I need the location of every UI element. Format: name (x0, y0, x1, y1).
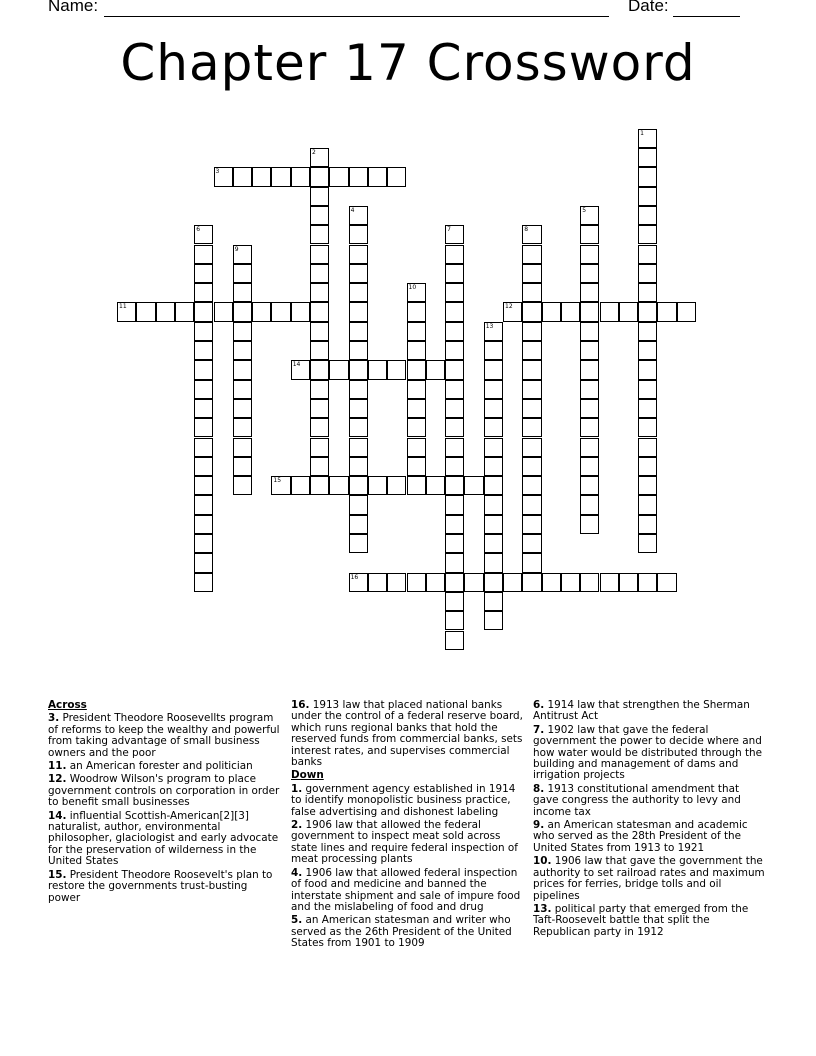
grid-cell[interactable] (580, 283, 599, 302)
grid-cell[interactable] (233, 457, 252, 476)
grid-cell[interactable] (407, 457, 426, 476)
grid-cell[interactable] (484, 553, 503, 572)
grid-cell[interactable] (117, 302, 136, 321)
grid-cell[interactable] (349, 476, 368, 495)
grid-cell[interactable] (233, 283, 252, 302)
grid-cell[interactable] (368, 476, 387, 495)
grid-cell[interactable] (657, 302, 676, 321)
grid-cell[interactable] (638, 302, 657, 321)
grid-cell[interactable] (310, 264, 329, 283)
grid-cell[interactable] (580, 380, 599, 399)
down-heading: Down (291, 769, 324, 782)
clue-item-number: 1. (291, 782, 303, 795)
grid-cell[interactable] (638, 534, 657, 553)
grid-cell[interactable] (407, 341, 426, 360)
grid-cell[interactable] (638, 438, 657, 457)
grid-cell[interactable] (561, 573, 580, 592)
grid-cell[interactable] (522, 534, 541, 553)
clue-item-number: 2. (291, 819, 303, 832)
clues-column-3 (533, 700, 765, 940)
grid-cell[interactable] (619, 573, 638, 592)
grid-cell[interactable] (310, 457, 329, 476)
grid-cell[interactable] (310, 206, 329, 225)
grid-cell[interactable] (638, 418, 657, 437)
grid-cell[interactable] (522, 399, 541, 418)
grid-cell[interactable] (349, 341, 368, 360)
grid-cell[interactable] (194, 341, 213, 360)
grid-cell[interactable] (580, 573, 599, 592)
grid-cell[interactable] (233, 322, 252, 341)
clue-item-number: 6. (533, 699, 545, 711)
grid-cell[interactable] (194, 534, 213, 553)
grid-cell[interactable] (484, 380, 503, 399)
clue-item-number: 14. (48, 809, 67, 822)
grid-cell[interactable] (349, 167, 368, 186)
grid-cell[interactable] (484, 399, 503, 418)
clue-item (533, 820, 765, 854)
clue-item-text: influential Scottish-American[2][3] naturalist, author, environmental philosopher, glaciologist and early advocate for the preservation of wilderness in the United States (48, 809, 279, 868)
clue-item-number: 7. (533, 723, 545, 736)
grid-cell[interactable] (310, 399, 329, 418)
clue-item-number: 10. (533, 855, 552, 868)
grid-cell[interactable] (407, 399, 426, 418)
grid-cell[interactable] (445, 534, 464, 553)
grid-cell[interactable] (387, 573, 406, 592)
grid-cell[interactable] (503, 302, 522, 321)
grid-cell[interactable] (194, 476, 213, 495)
grid-cell[interactable] (310, 283, 329, 302)
clue-item-text: an American statesman and academic who served as the 28th President of the United States from 1913 to 1921 (533, 819, 748, 854)
clue-item-text: President Theodore Roosevelt's plan to restore the governments trust-busting power (48, 868, 273, 904)
grid-cell[interactable] (522, 515, 541, 534)
grid-cell[interactable] (233, 360, 252, 379)
grid-cell[interactable] (638, 399, 657, 418)
grid-cell[interactable] (638, 167, 657, 186)
grid-cell[interactable] (445, 380, 464, 399)
clues-column-1 (48, 700, 280, 906)
grid-cell[interactable] (194, 418, 213, 437)
clue-item (48, 774, 280, 808)
grid-cell[interactable] (484, 438, 503, 457)
grid-cell[interactable] (445, 302, 464, 321)
grid-cell[interactable] (445, 476, 464, 495)
grid-cell[interactable] (349, 322, 368, 341)
clue-number: 10 (408, 284, 417, 292)
clue-number: 8 (524, 226, 529, 234)
grid-cell[interactable] (638, 148, 657, 167)
grid-cell[interactable] (445, 283, 464, 302)
grid-cell[interactable] (426, 360, 445, 379)
clue-item (291, 784, 525, 818)
grid-cell[interactable] (214, 302, 233, 321)
clue-item (291, 868, 525, 914)
clue-item-text: 1906 law that allowed the federal government to inspect meat sold across state lines and require federal inspection of meat processing plants (291, 819, 518, 866)
clue-item-text: 1913 law that placed national banks under the control of a federal reserve board, which runs regional banks that hold the reserved funds from commercial banks, sets interest rates, and supervises commercial banks (291, 699, 523, 769)
grid-cell[interactable] (638, 225, 657, 244)
grid-cell[interactable] (522, 418, 541, 437)
page-title: Chapter 17 Crossword (120, 34, 696, 92)
grid-cell[interactable] (638, 206, 657, 225)
grid-cell[interactable] (445, 245, 464, 264)
grid-cell[interactable] (638, 341, 657, 360)
clue-item (48, 811, 280, 868)
grid-cell[interactable] (580, 399, 599, 418)
clue-item-text: political party that emerged from the Taft-Roosevelt battle that split the Republican party in 1912 (533, 902, 749, 938)
grid-cell[interactable] (619, 302, 638, 321)
grid-cell[interactable] (310, 148, 329, 167)
grid-cell[interactable] (194, 495, 213, 514)
grid-cell[interactable] (407, 573, 426, 592)
grid-cell[interactable] (580, 341, 599, 360)
grid-cell[interactable] (349, 245, 368, 264)
clue-number: 16 (350, 573, 359, 581)
grid-cell[interactable] (484, 418, 503, 437)
grid-cell[interactable] (638, 457, 657, 476)
grid-cell[interactable] (522, 553, 541, 572)
grid-cell[interactable] (349, 534, 368, 553)
grid-cell[interactable] (194, 302, 213, 321)
grid-cell[interactable] (445, 592, 464, 611)
grid-cell[interactable] (349, 225, 368, 244)
grid-cell[interactable] (310, 438, 329, 457)
grid-cell[interactable] (484, 457, 503, 476)
grid-cell[interactable] (310, 341, 329, 360)
clue-item (533, 725, 765, 782)
grid-cell[interactable] (522, 341, 541, 360)
grid-cell[interactable] (310, 418, 329, 437)
grid-cell[interactable] (252, 167, 271, 186)
grid-cell[interactable] (291, 476, 310, 495)
clue-item-text: an American forester and politician (66, 760, 253, 773)
clue-item-number: 4. (291, 866, 303, 879)
grid-cell[interactable] (349, 360, 368, 379)
grid-cell[interactable] (484, 360, 503, 379)
grid-cell[interactable] (484, 495, 503, 514)
clues-column-2 (291, 700, 525, 952)
clue-item-number: 5. (291, 914, 303, 927)
grid-cell[interactable] (349, 515, 368, 534)
grid-cell[interactable] (522, 283, 541, 302)
grid-cell[interactable] (291, 360, 310, 379)
grid-cell[interactable] (638, 245, 657, 264)
grid-cell[interactable] (600, 302, 619, 321)
grid-cell[interactable] (445, 457, 464, 476)
grid-cell[interactable] (310, 245, 329, 264)
grid-cell[interactable] (426, 573, 445, 592)
clue-item (291, 700, 525, 768)
grid-cell[interactable] (349, 283, 368, 302)
grid-cell[interactable] (233, 476, 252, 495)
grid-cell[interactable] (580, 302, 599, 321)
grid-cell[interactable] (136, 302, 155, 321)
grid-cell[interactable] (233, 264, 252, 283)
grid-cell[interactable] (445, 225, 464, 244)
grid-cell[interactable] (368, 573, 387, 592)
clue-item-number: 13. (533, 902, 552, 915)
clue-number: 3 (215, 168, 220, 176)
grid-cell[interactable] (194, 457, 213, 476)
grid-cell[interactable] (580, 264, 599, 283)
grid-cell[interactable] (522, 225, 541, 244)
clue-item-number: 3. (48, 712, 60, 725)
clue-number: 12 (505, 303, 513, 311)
grid-cell[interactable] (445, 515, 464, 534)
grid-cell[interactable] (580, 225, 599, 244)
clue-item-number: 12. (48, 773, 67, 786)
grid-cell[interactable] (194, 283, 213, 302)
clue-item (533, 700, 765, 723)
grid-cell[interactable] (464, 476, 483, 495)
grid-cell[interactable] (194, 399, 213, 418)
grid-cell[interactable] (387, 476, 406, 495)
clue-item-text: 1914 law that strengthen the Sherman Antitrust Act (533, 699, 750, 723)
grid-cell[interactable] (484, 573, 503, 592)
grid-cell[interactable] (445, 573, 464, 592)
grid-cell[interactable] (194, 438, 213, 457)
grid-cell[interactable] (194, 380, 213, 399)
grid-cell[interactable] (484, 611, 503, 630)
grid-cell[interactable] (233, 399, 252, 418)
clue-item-number: 16. (291, 699, 310, 711)
grid-cell[interactable] (426, 476, 445, 495)
grid-cell[interactable] (271, 167, 290, 186)
grid-cell[interactable] (522, 438, 541, 457)
grid-cell[interactable] (329, 167, 348, 186)
grid-cell[interactable] (271, 302, 290, 321)
grid-cell[interactable] (580, 515, 599, 534)
grid-cell[interactable] (368, 360, 387, 379)
grid-cell[interactable] (194, 515, 213, 534)
grid-cell[interactable] (580, 322, 599, 341)
grid-cell[interactable] (522, 573, 541, 592)
grid-cell[interactable] (310, 187, 329, 206)
grid-cell[interactable] (349, 457, 368, 476)
grid-cell[interactable] (522, 322, 541, 341)
grid-cell[interactable] (156, 302, 175, 321)
grid-cell[interactable] (522, 380, 541, 399)
grid-cell[interactable] (349, 380, 368, 399)
clue-item (533, 904, 765, 938)
grid-cell[interactable] (310, 360, 329, 379)
grid-cell[interactable] (233, 167, 252, 186)
clue-item-text: 1906 law that allowed federal inspection of food and medicine and banned the interstate shipment and sale of impure food and the mislabeling of food and drug (291, 866, 521, 913)
grid-cell[interactable] (464, 573, 483, 592)
grid-cell[interactable] (310, 476, 329, 495)
clue-number: 13 (485, 322, 494, 330)
clue-number: 11 (119, 303, 127, 311)
grid-cell[interactable] (638, 380, 657, 399)
grid-cell[interactable] (349, 264, 368, 283)
clue-item-text: an American statesman and writer who served as the 26th President of the United States from 1901 to 1909 (291, 914, 512, 950)
grid-cell[interactable] (175, 302, 194, 321)
grid-cell[interactable] (233, 380, 252, 399)
grid-cell[interactable] (252, 302, 271, 321)
grid-cell[interactable] (522, 245, 541, 264)
grid-cell[interactable] (387, 167, 406, 186)
grid-cell[interactable] (580, 476, 599, 495)
grid-cell[interactable] (580, 418, 599, 437)
clue-item (291, 915, 525, 949)
clue-item-number: 8. (533, 782, 545, 795)
grid-cell[interactable] (194, 225, 213, 244)
grid-cell[interactable] (349, 206, 368, 225)
grid-cell[interactable] (194, 573, 213, 592)
clue-item (48, 713, 280, 759)
grid-cell[interactable] (638, 360, 657, 379)
date-label: Date: (628, 0, 669, 15)
grid-cell[interactable] (445, 553, 464, 572)
clue-item (48, 870, 280, 904)
clue-number: 14 (292, 361, 301, 369)
grid-cell[interactable] (484, 322, 503, 341)
grid-cell[interactable] (445, 360, 464, 379)
grid-cell[interactable] (522, 495, 541, 514)
clue-item-number: 11. (48, 760, 67, 773)
grid-cell[interactable] (407, 360, 426, 379)
grid-cell[interactable] (407, 283, 426, 302)
clue-number: 9 (234, 245, 239, 253)
grid-cell[interactable] (291, 167, 310, 186)
grid-cell[interactable] (349, 399, 368, 418)
clue-item-number: 15. (48, 868, 67, 881)
clue-number: 4 (350, 206, 355, 214)
grid-cell[interactable] (387, 360, 406, 379)
grid-cell[interactable] (445, 322, 464, 341)
grid-cell[interactable] (484, 341, 503, 360)
grid-cell[interactable] (580, 438, 599, 457)
grid-cell[interactable] (407, 380, 426, 399)
clue-item-text: government agency established in 1914 to identify monopolistic business practice, false advertising and dishonest labeling (291, 782, 516, 818)
grid-cell[interactable] (349, 418, 368, 437)
grid-cell[interactable] (677, 302, 696, 321)
grid-cell[interactable] (522, 302, 541, 321)
clue-item-text: 1902 law that gave the federal government the power to decide where and how water would be distributed through the building and management of dams and irrigation projects (533, 723, 763, 782)
grid-cell[interactable] (233, 341, 252, 360)
clue-number: 6 (196, 226, 201, 234)
grid-cell[interactable] (194, 322, 213, 341)
clue-item (48, 761, 280, 772)
grid-cell[interactable] (542, 573, 561, 592)
grid-cell[interactable] (194, 360, 213, 379)
grid-cell[interactable] (329, 476, 348, 495)
grid-cell[interactable] (580, 206, 599, 225)
grid-cell[interactable] (310, 322, 329, 341)
grid-cell[interactable] (522, 457, 541, 476)
grid-cell[interactable] (638, 476, 657, 495)
grid-cell[interactable] (329, 360, 348, 379)
grid-cell[interactable] (503, 573, 522, 592)
grid-cell[interactable] (638, 322, 657, 341)
grid-cell[interactable] (349, 438, 368, 457)
clue-item-text: President Theodore Roosevellts program of reforms to keep the wealthy and powerful from taking advantage of small business owners and the poor (48, 712, 280, 759)
grid-cell[interactable] (638, 129, 657, 148)
clue-number: 5 (582, 206, 587, 214)
grid-cell[interactable] (233, 438, 252, 457)
grid-cell[interactable] (484, 476, 503, 495)
grid-cell[interactable] (445, 399, 464, 418)
grid-cell[interactable] (349, 573, 368, 592)
grid-cell[interactable] (233, 245, 252, 264)
grid-cell[interactable] (445, 611, 464, 630)
clue-number: 7 (447, 226, 451, 234)
grid-cell[interactable] (349, 302, 368, 321)
grid-cell[interactable] (580, 495, 599, 514)
grid-cell[interactable] (407, 476, 426, 495)
grid-cell[interactable] (214, 167, 233, 186)
grid-cell[interactable] (484, 534, 503, 553)
grid-cell[interactable] (484, 592, 503, 611)
grid-cell[interactable] (445, 264, 464, 283)
grid-cell[interactable] (561, 302, 580, 321)
grid-cell[interactable] (310, 302, 329, 321)
grid-cell[interactable] (310, 225, 329, 244)
grid-cell[interactable] (638, 495, 657, 514)
grid-cell[interactable] (407, 302, 426, 321)
grid-cell[interactable] (445, 418, 464, 437)
grid-cell[interactable] (407, 322, 426, 341)
grid-cell[interactable] (522, 264, 541, 283)
clue-item-text: 1906 law that gave the government the authority to set railroad rates and maximum prices for ferries, bridge tolls and oil pipelines (533, 855, 765, 902)
grid-cell[interactable] (657, 573, 676, 592)
grid-cell[interactable] (233, 418, 252, 437)
grid-cell[interactable] (194, 264, 213, 283)
grid-cell[interactable] (194, 245, 213, 264)
clue-item-number: 9. (533, 819, 545, 832)
across-heading: Across (48, 699, 87, 711)
grid-cell[interactable] (638, 187, 657, 206)
clue-number: 15 (273, 477, 282, 485)
clue-item-text: 1913 constitutional amendment that gave congress the authority to levy and income tax (533, 782, 741, 818)
grid-cell[interactable] (522, 476, 541, 495)
grid-cell[interactable] (310, 380, 329, 399)
clues-section (48, 700, 778, 1000)
grid-cell[interactable] (638, 264, 657, 283)
grid-cell[interactable] (194, 553, 213, 572)
grid-cell[interactable] (638, 283, 657, 302)
grid-cell[interactable] (349, 495, 368, 514)
grid-cell[interactable] (291, 302, 310, 321)
clue-item (291, 820, 525, 866)
clue-number: 1 (640, 129, 644, 137)
grid-cell[interactable] (600, 573, 619, 592)
grid-cell[interactable] (233, 302, 252, 321)
grid-cell[interactable] (445, 341, 464, 360)
grid-cell[interactable] (271, 476, 290, 495)
grid-cell[interactable] (310, 167, 329, 186)
grid-cell[interactable] (580, 457, 599, 476)
clue-item (533, 856, 765, 902)
grid-cell[interactable] (638, 515, 657, 534)
grid-cell[interactable] (445, 438, 464, 457)
grid-cell[interactable] (542, 302, 561, 321)
grid-cell[interactable] (638, 573, 657, 592)
name-label: Name: (48, 0, 99, 15)
clue-item (533, 784, 765, 818)
grid-cell[interactable] (445, 495, 464, 514)
grid-cell[interactable] (522, 360, 541, 379)
clue-number: 2 (312, 149, 316, 156)
grid-cell[interactable] (580, 360, 599, 379)
grid-cell[interactable] (407, 438, 426, 457)
grid-cell[interactable] (445, 631, 464, 650)
grid-cell[interactable] (407, 418, 426, 437)
grid-cell[interactable] (580, 245, 599, 264)
grid-cell[interactable] (484, 515, 503, 534)
grid-cell[interactable] (368, 167, 387, 186)
clue-item-text: Woodrow Wilson's program to place government controls on corporation in order to benefit small businesses (48, 773, 280, 809)
